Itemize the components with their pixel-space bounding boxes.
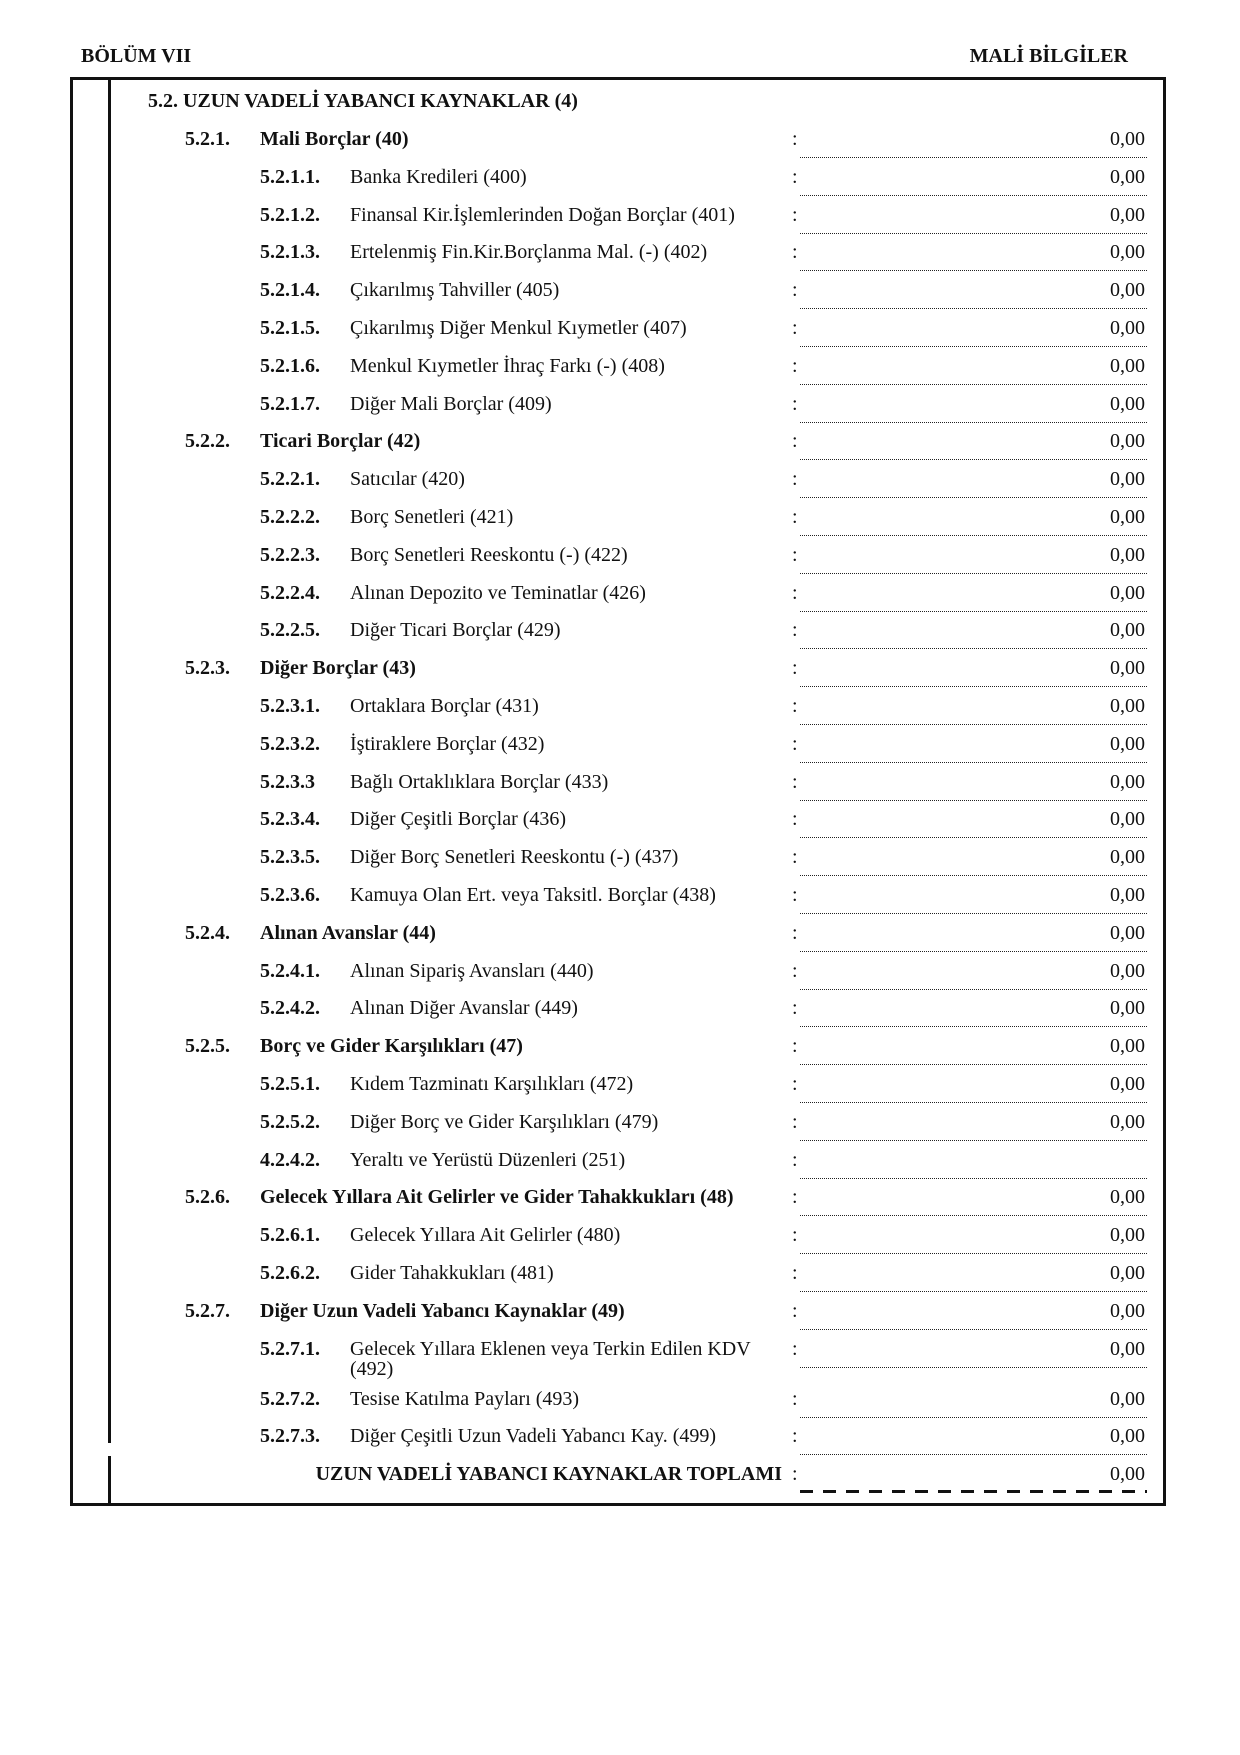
entry-value: 0,00 — [1110, 1110, 1145, 1133]
total-underline — [800, 1490, 1147, 1493]
entry-separator: : — [792, 997, 798, 1020]
entry-label: Ticari Borçlar (42) — [260, 430, 421, 453]
entry-separator: : — [792, 354, 798, 377]
entry-separator: : — [792, 1387, 798, 1410]
entry-value: 0,00 — [1110, 808, 1145, 831]
subsection-row — [0, 121, 1240, 159]
value-field — [800, 1418, 1147, 1455]
entry-code: 5.2.7.2. — [260, 1387, 320, 1410]
entry-separator: : — [792, 1463, 798, 1486]
entry-value: 0,00 — [1110, 1186, 1145, 1209]
entry-separator: : — [792, 619, 798, 642]
value-field — [800, 121, 1147, 158]
entry-value: 0,00 — [1110, 392, 1145, 415]
value-field — [800, 423, 1147, 460]
entry-code: 5.2.2.5. — [260, 619, 320, 642]
total-row — [0, 1456, 1240, 1494]
entry-separator: : — [792, 430, 798, 453]
entry-value: 0,00 — [1110, 770, 1145, 793]
entry-value: 0,00 — [1110, 1072, 1145, 1095]
subsection-row — [0, 1179, 1240, 1217]
entry-label: Alınan Depozito ve Teminatlar (426) — [350, 581, 646, 604]
value-field — [800, 1331, 1147, 1368]
entry-code: 5.2.5.2. — [260, 1110, 320, 1133]
entry-code: 5.2.1.6. — [260, 354, 320, 377]
entry-row — [0, 1255, 1240, 1293]
entry-row — [0, 1331, 1240, 1381]
entry-code: 5.2.2.1. — [260, 468, 320, 491]
value-field — [800, 197, 1147, 234]
entry-value: 0,00 — [1110, 1337, 1145, 1360]
subsection-row — [0, 423, 1240, 461]
entry-row — [0, 764, 1240, 802]
entry-label: Çıkarılmış Tahviller (405) — [350, 279, 560, 302]
entry-value: 0,00 — [1110, 128, 1145, 150]
entry-separator: : — [792, 770, 798, 793]
section-heading: 5.2. UZUN VADELİ YABANCI KAYNAKLAR (4) — [148, 90, 578, 112]
value-field — [800, 1028, 1147, 1065]
entry-code: 5.2.3.5. — [260, 846, 320, 869]
entry-value: 0,00 — [1110, 959, 1145, 982]
entry-separator: : — [792, 468, 798, 491]
entry-code: 5.2.1.1. — [260, 165, 320, 188]
entry-value: 0,00 — [1110, 543, 1145, 566]
entry-separator: : — [792, 1110, 798, 1133]
entry-separator: : — [792, 279, 798, 302]
entry-row — [0, 386, 1240, 424]
entry-value: 0,00 — [1110, 203, 1145, 226]
entry-row — [0, 1418, 1240, 1456]
subsection-row — [0, 1293, 1240, 1331]
entry-code: 5.2.4.1. — [260, 959, 320, 982]
entry-separator: : — [792, 392, 798, 415]
entry-code: 5.2.3.2. — [260, 732, 320, 755]
value-field — [800, 953, 1147, 990]
entry-value: 0,00 — [1110, 921, 1145, 944]
entry-row — [0, 877, 1240, 915]
entry-label: Finansal Kir.İşlemlerinden Doğan Borçlar (401) — [350, 203, 735, 226]
entry-label: Tesise Katılma Payları (493) — [350, 1387, 580, 1410]
entry-separator: : — [792, 1425, 798, 1448]
entry-separator: : — [792, 1299, 798, 1322]
entry-separator: : — [792, 1186, 798, 1209]
entry-separator: : — [792, 959, 798, 982]
entry-code: 5.2.2.4. — [260, 581, 320, 604]
entry-row — [0, 953, 1240, 991]
entry-value: 0,00 — [1110, 1261, 1145, 1284]
entry-separator: : — [792, 694, 798, 717]
entry-row — [0, 310, 1240, 348]
value-field — [800, 726, 1147, 763]
entry-row — [0, 197, 1240, 235]
entry-label: Ertelenmiş Fin.Kir.Borçlanma Mal. (-) (402) — [350, 241, 708, 264]
entry-row — [0, 461, 1240, 499]
entry-label: Gider Tahakkukları (481) — [350, 1261, 554, 1284]
entry-row — [0, 801, 1240, 839]
entry-value: 0,00 — [1110, 279, 1145, 302]
entry-row — [0, 839, 1240, 877]
entry-label: Alınan Avanslar (44) — [260, 921, 436, 944]
entry-value: 0,00 — [1110, 430, 1145, 453]
entry-row — [0, 1142, 1240, 1180]
entry-label: Bağlı Ortaklıklara Borçlar (433) — [350, 770, 609, 793]
value-field — [800, 1293, 1147, 1330]
entry-label: İştiraklere Borçlar (432) — [350, 732, 545, 755]
entry-label: Kamuya Olan Ert. veya Taksitl. Borçlar (438) — [350, 883, 716, 906]
entry-separator: : — [792, 505, 798, 528]
value-field — [800, 537, 1147, 574]
value-field — [800, 650, 1147, 687]
entry-row — [0, 537, 1240, 575]
entry-row — [0, 1381, 1240, 1419]
entry-value: 0,00 — [1110, 846, 1145, 869]
subsection-row — [0, 1028, 1240, 1066]
value-field — [800, 461, 1147, 498]
entry-code: 5.2.6. — [185, 1186, 230, 1209]
entry-label: Diğer Ticari Borçlar (429) — [350, 619, 561, 642]
value-field — [800, 612, 1147, 649]
subsection-row — [0, 915, 1240, 953]
total-value: 0,00 — [1110, 1463, 1145, 1486]
entry-label: Mali Borçlar (40) — [260, 128, 409, 150]
entry-label: Kıdem Tazminatı Karşılıkları (472) — [350, 1072, 634, 1095]
entry-code: 5.2.3. — [185, 657, 230, 680]
section-heading-row — [0, 83, 1240, 121]
entry-value: 0,00 — [1110, 241, 1145, 264]
entry-value: 0,00 — [1110, 316, 1145, 339]
entry-separator: : — [792, 1148, 798, 1171]
entry-code: 5.2.2. — [185, 430, 230, 453]
entry-code: 5.2.1.4. — [260, 279, 320, 302]
entry-separator: : — [792, 921, 798, 944]
entry-value: 0,00 — [1110, 619, 1145, 642]
value-field — [800, 1255, 1147, 1292]
value-field — [800, 1179, 1147, 1216]
entry-code: 5.2.4. — [185, 921, 230, 944]
entry-row — [0, 159, 1240, 197]
entry-separator: : — [792, 581, 798, 604]
entry-separator: : — [792, 316, 798, 339]
entry-label: Çıkarılmış Diğer Menkul Kıymetler (407) — [350, 316, 687, 339]
entry-label: Alınan Diğer Avanslar (449) — [350, 997, 578, 1020]
entry-row — [0, 612, 1240, 650]
entry-label: Diğer Mali Borçlar (409) — [350, 392, 552, 415]
entry-value: 0,00 — [1110, 1387, 1145, 1410]
entry-separator: : — [792, 1072, 798, 1095]
entry-value: 0,00 — [1110, 354, 1145, 377]
entry-separator: : — [792, 128, 798, 150]
value-field — [800, 1142, 1147, 1179]
entry-code: 5.2.3.6. — [260, 883, 320, 906]
section-title: BÖLÜM VII — [81, 45, 192, 67]
entry-separator: : — [792, 883, 798, 906]
entry-code: 4.2.4.2. — [260, 1148, 320, 1171]
value-field — [800, 1217, 1147, 1254]
entry-separator: : — [792, 543, 798, 566]
entry-label: Borç Senetleri Reeskontu (-) (422) — [350, 543, 628, 566]
entry-code: 5.2.2.2. — [260, 505, 320, 528]
entry-code: 5.2.6.1. — [260, 1224, 320, 1247]
entry-separator: : — [792, 657, 798, 680]
entry-code: 5.2.3.1. — [260, 694, 320, 717]
entry-separator: : — [792, 1224, 798, 1247]
value-field — [800, 688, 1147, 725]
entry-separator: : — [792, 203, 798, 226]
entry-row — [0, 1066, 1240, 1104]
entry-code: 5.2.4.2. — [260, 997, 320, 1020]
entry-value: 0,00 — [1110, 1224, 1145, 1247]
value-field — [800, 877, 1147, 914]
entry-separator: : — [792, 808, 798, 831]
entry-row — [0, 688, 1240, 726]
balance-entries — [0, 83, 1240, 1494]
entry-label: Gelecek Yıllara Ait Gelirler (480) — [350, 1224, 621, 1247]
subsection-row — [0, 650, 1240, 688]
entry-label: Yeraltı ve Yerüstü Düzenleri (251) — [350, 1148, 626, 1171]
entry-label: Diğer Çeşitli Borçlar (436) — [350, 808, 567, 831]
entry-value: 0,00 — [1110, 468, 1145, 491]
value-field — [800, 764, 1147, 801]
entry-label: Diğer Çeşitli Uzun Vadeli Yabancı Kay. (499) — [350, 1425, 717, 1448]
total-label: UZUN VADELİ YABANCI KAYNAKLAR TOPLAMI — [315, 1463, 782, 1486]
entry-value: 0,00 — [1110, 581, 1145, 604]
entry-label: Diğer Borç Senetleri Reeskontu (-) (437) — [350, 846, 679, 869]
entry-separator: : — [792, 1035, 798, 1058]
entry-value: 0,00 — [1110, 1425, 1145, 1448]
entry-separator: : — [792, 1261, 798, 1284]
total-value-field — [800, 1456, 1147, 1492]
entry-separator: : — [792, 165, 798, 188]
entry-row — [0, 272, 1240, 310]
entry-row — [0, 499, 1240, 537]
value-field — [800, 499, 1147, 536]
value-field — [800, 990, 1147, 1027]
entry-label: Alınan Sipariş Avansları (440) — [350, 959, 594, 982]
entry-value: 0,00 — [1110, 1035, 1145, 1058]
entry-label: Banka Kredileri (400) — [350, 165, 527, 188]
page-title: MALİ BİLGİLER — [969, 45, 1128, 67]
entry-value: 0,00 — [1110, 165, 1145, 188]
entry-code: 5.2.1.2. — [260, 203, 320, 226]
entry-row — [0, 990, 1240, 1028]
entry-label: Gelecek Yıllara Eklenen veya Terkin Edilen KDV (492) — [350, 1337, 751, 1380]
value-field — [800, 575, 1147, 612]
value-field — [800, 915, 1147, 952]
entry-separator: : — [792, 732, 798, 755]
entry-code: 5.2.1.3. — [260, 241, 320, 264]
value-field — [800, 801, 1147, 838]
value-field — [800, 1066, 1147, 1103]
entry-label: Menkul Kıymetler İhraç Farkı (-) (408) — [350, 354, 665, 377]
entry-code: 5.2.5. — [185, 1035, 230, 1058]
entry-label: Borç ve Gider Karşılıkları (47) — [260, 1035, 523, 1058]
entry-list — [0, 121, 1240, 1456]
value-field — [800, 310, 1147, 347]
entry-value: 0,00 — [1110, 732, 1145, 755]
entry-code: 5.2.3.3 — [260, 770, 315, 793]
value-field — [800, 272, 1147, 309]
entry-code: 5.2.1.5. — [260, 316, 320, 339]
entry-code: 5.2.7. — [185, 1299, 230, 1322]
entry-label: Ortaklara Borçlar (431) — [350, 694, 539, 717]
entry-code: 5.2.6.2. — [260, 1261, 320, 1284]
entry-row — [0, 348, 1240, 386]
entry-code: 5.2.7.1. — [260, 1337, 320, 1360]
value-field — [800, 159, 1147, 196]
entry-label: Diğer Uzun Vadeli Yabancı Kaynaklar (49) — [260, 1299, 625, 1322]
entry-label: Diğer Borçlar (43) — [260, 657, 416, 680]
value-field — [800, 386, 1147, 423]
entry-code: 5.2.3.4. — [260, 808, 320, 831]
entry-label: Diğer Borç ve Gider Karşılıkları (479) — [350, 1110, 659, 1133]
entry-code: 5.2.1. — [185, 128, 230, 150]
entry-value: 0,00 — [1110, 657, 1145, 680]
entry-value: 0,00 — [1110, 883, 1145, 906]
entry-row — [0, 1217, 1240, 1255]
entry-row — [0, 234, 1240, 272]
entry-separator: : — [792, 1337, 798, 1360]
entry-label: Satıcılar (420) — [350, 468, 465, 491]
value-field — [800, 348, 1147, 385]
value-field — [800, 839, 1147, 876]
entry-code: 5.2.2.3. — [260, 543, 320, 566]
entry-label: Gelecek Yıllara Ait Gelirler ve Gider Tahakkukları (48) — [260, 1186, 734, 1209]
value-field — [800, 1104, 1147, 1141]
entry-value: 0,00 — [1110, 694, 1145, 717]
entry-value: 0,00 — [1110, 997, 1145, 1020]
entry-value: 0,00 — [1110, 1299, 1145, 1322]
value-field — [800, 234, 1147, 271]
entry-code: 5.2.5.1. — [260, 1072, 320, 1095]
entry-row — [0, 1104, 1240, 1142]
entry-value: 0,00 — [1110, 505, 1145, 528]
entry-code: 5.2.1.7. — [260, 392, 320, 415]
entry-separator: : — [792, 846, 798, 869]
entry-row — [0, 575, 1240, 613]
entry-code: 5.2.7.3. — [260, 1425, 320, 1448]
entry-row — [0, 726, 1240, 764]
entry-separator: : — [792, 241, 798, 264]
entry-label: Borç Senetleri (421) — [350, 505, 514, 528]
value-field — [800, 1381, 1147, 1418]
